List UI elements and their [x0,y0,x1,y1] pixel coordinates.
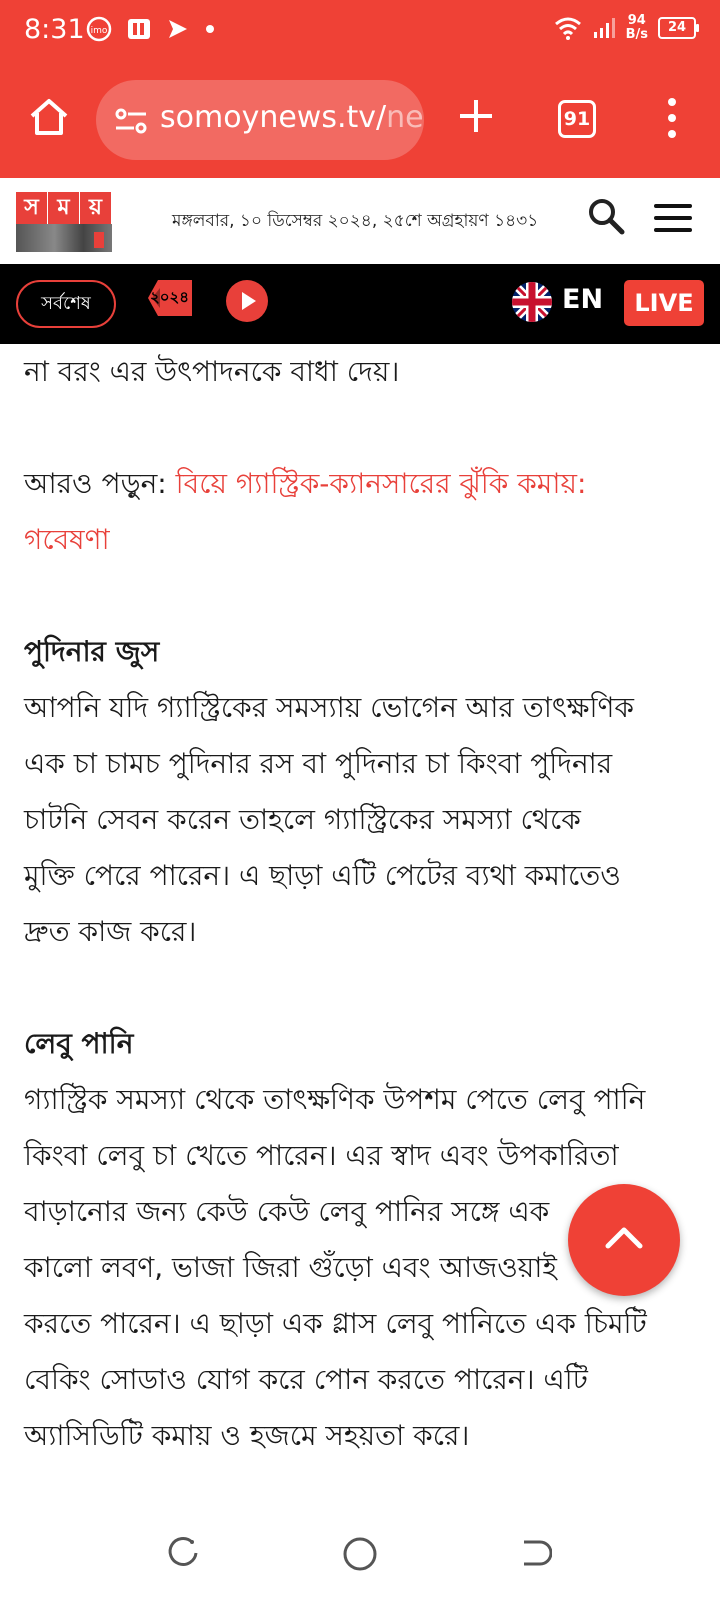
site-settings-icon[interactable] [114,106,148,136]
logo-letter: ম [48,192,80,224]
paragraph-line: করতে পারেন। এ ছাড়া এক গ্লাস লেবু পানিতে এক চিমটি [24,1307,647,1340]
paragraph-line: চাটনি সেবন করেন তাহলে গ্যাস্ট্রিকের সমস্যা থেকে [24,803,581,836]
live-button[interactable]: LIVE [624,280,704,326]
category-nav [0,264,720,344]
url-text[interactable] [160,100,424,135]
logo-marker [94,232,104,248]
section-heading: পুদিনার জুস [24,635,160,668]
latest-news-button[interactable]: সর্বশেষ [16,280,116,328]
paragraph-line: আপনি যদি গ্যাস্ট্রিকের সমস্যায় ভোগেন আর তাৎক্ষণিক [24,691,635,724]
year-2024-badge[interactable] [146,278,194,318]
address-bar[interactable] [96,80,424,160]
hamburger-menu-icon[interactable] [654,204,692,234]
uk-flag-icon[interactable] [512,282,552,322]
chevron-up-icon [568,1184,680,1296]
recent-apps-icon[interactable] [166,1536,200,1570]
wifi-icon [554,16,582,40]
english-language-link[interactable]: EN [562,284,604,315]
paragraph-line: না বরং এর উৎপাদনকে বাধা দেয়। [24,355,400,388]
paragraph-line: বেকিং সোডাও যোগ করে পোন করতে পারেন। এটি [24,1363,588,1396]
paragraph-line: বাড়ানোর জন্য কেউ কেউ লেবু পানির সঙ্গে এক [24,1195,550,1228]
app-notification-icon [126,16,152,42]
network-speed-unit: B/s [625,27,648,42]
site-logo[interactable] [16,192,112,252]
url-path: ne [386,100,424,135]
logo-letter: য় [80,192,112,224]
paragraph-line: গ্যাস্ট্রিক সমস্যা থেকে তাৎক্ষণিক উপশম পেতে লেবু পানি [24,1083,646,1116]
home-nav-icon[interactable] [342,1536,378,1572]
paragraph-line: কালো লবণ, ভাজা জিরা গুঁড়ো এবং আজওয়াই [24,1251,557,1284]
system-navigation-bar [0,1520,720,1600]
status-bar [0,0,720,66]
read-more-label: আরও পড়ুন: [24,467,167,500]
paragraph-line: মুক্তি পেরে পারেন। এ ছাড়া এটি পেটের ব্যথা কমাতেও [24,859,621,892]
article-body [24,344,700,1464]
year-label: ২০২৪ [150,288,189,306]
new-tab-icon[interactable] [456,96,496,136]
svg-text:imo: imo [90,26,108,36]
section-heading: লেবু পানি [24,1027,134,1060]
url-domain: somoynews.tv/ [160,100,387,135]
read-more-link-continued[interactable]: গবেষণা [24,523,110,556]
search-icon[interactable] [586,196,626,236]
signal-icon [592,16,616,40]
more-options-icon[interactable] [662,96,682,140]
paragraph-line: এক চা চামচ পুদিনার রস বা পুদিনার চা কিংবা পুদিনার [24,747,613,780]
scroll-to-top-button[interactable] [568,1184,680,1296]
notification-icons [86,16,216,42]
header-date: মঙ্গলবার, ১০ ডিসেম্বর ২০২৪, ২৫শে অগ্রহায়ণ ১৪৩১ [172,211,539,231]
network-speed [626,14,648,42]
browser-toolbar [0,66,720,178]
tab-switcher-button[interactable]: 91 [558,100,596,138]
paragraph-line: কিংবা লেবু চা খেতে পারেন। এর স্বাদ এবং উপকারিতা [24,1139,619,1172]
dot-icon [204,23,216,35]
home-icon[interactable] [28,96,70,138]
play-icon[interactable] [226,280,268,322]
read-more-link[interactable]: বিয়ে গ্যাস্ট্রিক-ক্যানসারের ঝুঁকি কমায়: [175,467,587,500]
battery-indicator: 24 [658,17,696,39]
logo-letter: স [16,192,48,224]
clock: 8:31 [24,14,85,45]
paragraph-line: অ্যাসিডিটি কমায় ও হজমে সহয়তা করে। [24,1419,470,1452]
system-status-icons [554,14,696,42]
imo-icon [86,16,112,42]
site-header [0,178,720,265]
send-icon [166,17,190,41]
back-icon[interactable] [518,1536,552,1570]
paragraph-line: দ্রুত কাজ করে। [24,915,197,948]
read-more [24,456,700,512]
network-speed-value: 94 [627,13,646,28]
